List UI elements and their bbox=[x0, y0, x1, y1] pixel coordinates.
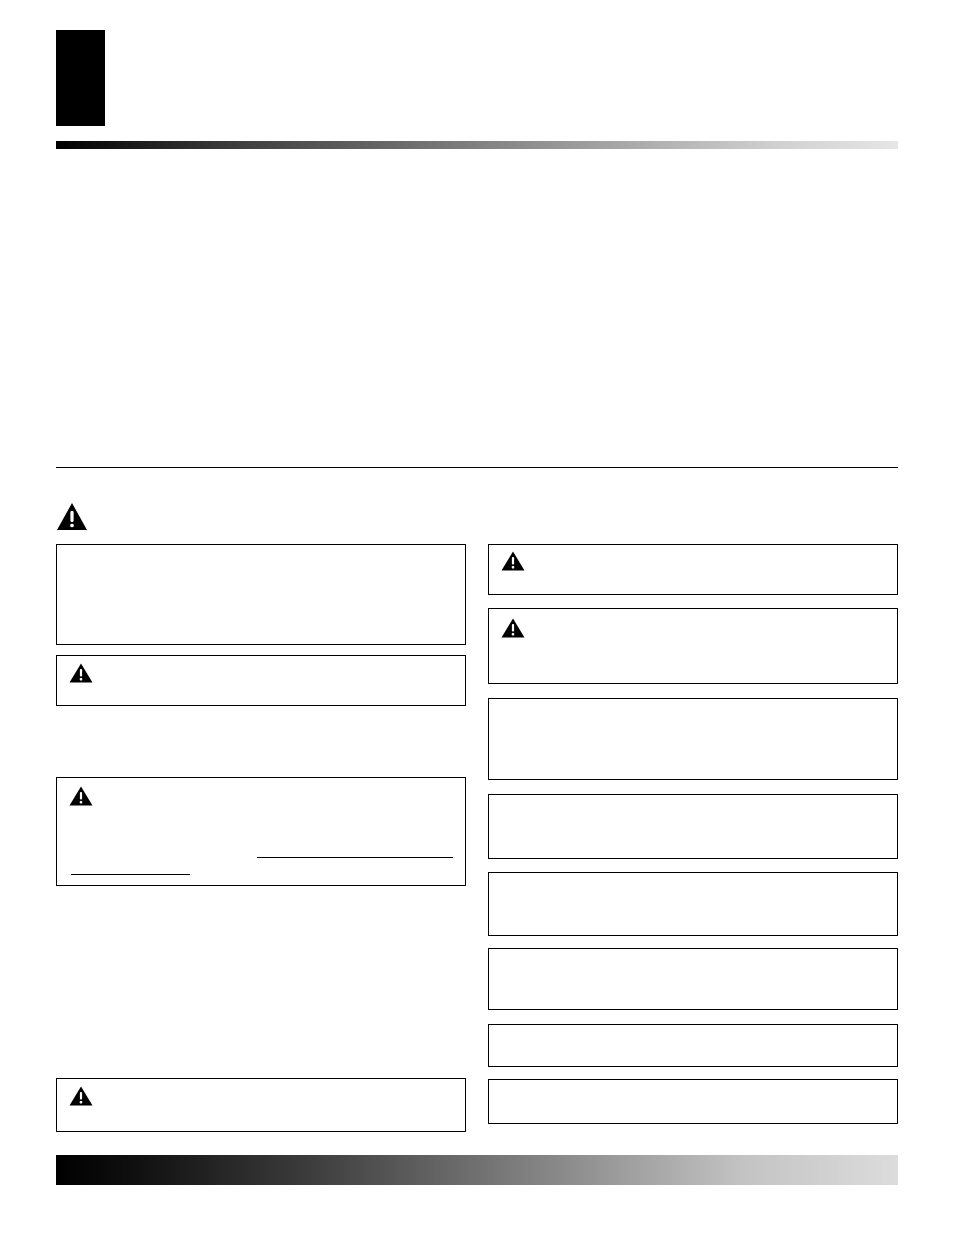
warning-triangle-icon bbox=[69, 663, 93, 683]
warning-box-3 bbox=[56, 777, 466, 886]
notice-box-8 bbox=[488, 794, 898, 859]
warning-triangle-icon bbox=[69, 1086, 93, 1106]
notice-box-9 bbox=[488, 872, 898, 936]
warning-box-6 bbox=[488, 608, 898, 684]
section-tab bbox=[56, 30, 105, 126]
notice-box-7 bbox=[488, 698, 898, 780]
warning-box-5 bbox=[488, 544, 898, 595]
warning-triangle-icon bbox=[501, 618, 525, 638]
underline-rule bbox=[257, 857, 453, 858]
footer-gradient-bar bbox=[56, 1155, 898, 1185]
underline-rule bbox=[71, 874, 190, 875]
notice-box-10 bbox=[488, 948, 898, 1010]
warning-box-4 bbox=[56, 1078, 466, 1132]
notice-box-1 bbox=[56, 544, 466, 645]
warning-box-2 bbox=[56, 655, 466, 706]
warning-triangle-icon bbox=[501, 551, 525, 571]
section-divider bbox=[56, 467, 898, 468]
warning-triangle-icon bbox=[56, 502, 88, 531]
notice-box-11 bbox=[488, 1024, 898, 1067]
warning-triangle-icon bbox=[69, 786, 93, 806]
notice-box-12 bbox=[488, 1079, 898, 1124]
header-gradient-bar bbox=[56, 141, 898, 149]
